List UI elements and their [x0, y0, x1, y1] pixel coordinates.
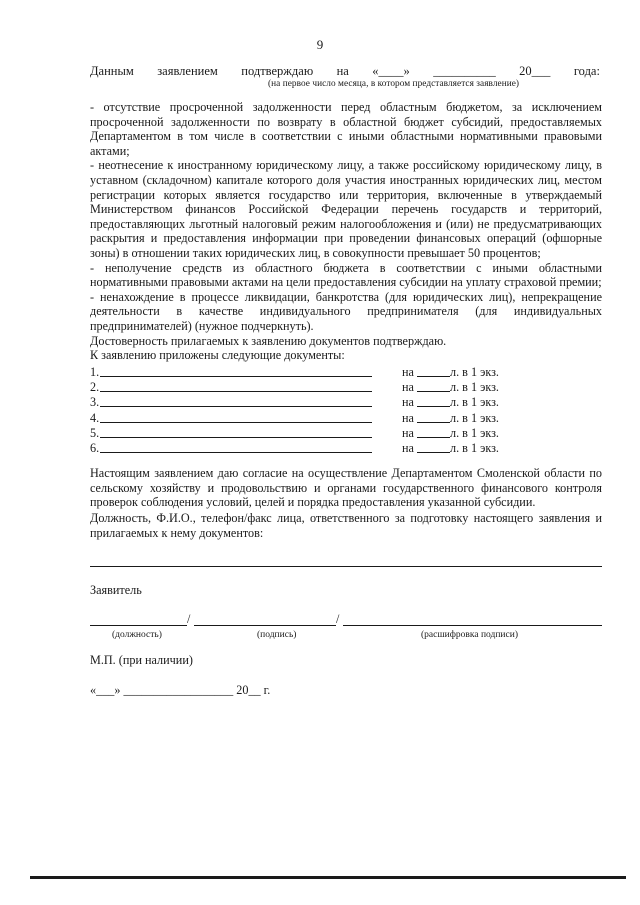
separator-slash: /	[187, 612, 191, 626]
bullet-no-other-funds: - неполучение средств из областного бюджета в соответствии с иными областными нормативными правовыми актами на цели предоставления субсидии на уплату страховой премии;	[90, 260, 602, 290]
responsible-person-label: Должность, Ф.И.О., телефон/факс лица, ответственного за подготовку настоящего заявления и прилагаемых к нему документов:	[90, 511, 602, 540]
sheets-copies-label: л. в 1 экз.	[449, 380, 499, 395]
reliability-statement: Достоверность прилагаемых к заявлению документов подтверждаю.	[90, 333, 447, 348]
on-label: на	[402, 440, 414, 455]
day-blank: «____»	[372, 64, 410, 78]
date-hint: (на первое число месяца, в котором представляется заявление)	[268, 79, 520, 89]
confirm-word: Данным	[90, 64, 134, 78]
attachments-list	[90, 365, 610, 456]
sheets-copies-label: л. в 1 экз.	[449, 395, 499, 410]
attachment-row	[90, 411, 610, 426]
page-bottom-rule	[30, 876, 626, 879]
on-label: на	[402, 425, 414, 440]
on-label: на	[402, 380, 414, 395]
bullet-no-debt: - отсутствие просроченной задолженности перед областным бюджетом, за исключением просроченной задолженности по возврату в областной бюджет субсидий, предоставляемых Департаментом в том числе в соответствии с иными областными нормативными правовыми актами;	[90, 100, 602, 158]
attachment-field[interactable]	[100, 452, 372, 453]
attachment-field[interactable]	[100, 376, 372, 377]
year-blank: 20___	[519, 64, 551, 78]
attachment-row	[90, 426, 610, 441]
bullet-not-foreign: - неотнесение к иностранному юридическому лицу, а также российскому юридическому лицу, в уставном (складочном) капитале которого доля участия иностранных юридических лиц, местом регистрации которых является государство или территория, включенные в утверждаемый Министерством финансов Российской Федерации перечень государств и территорий, предоставляющих льготный налоговый режим налогообложения и (или) не предусматривающих раскрытия и предоставления информации при проведении финансовых операций (офшорные зоны) в отношении таких юридических лиц, в совокупности превышает 50 процентов;	[90, 158, 602, 260]
sheets-field[interactable]	[417, 426, 450, 438]
attachment-field[interactable]	[100, 406, 372, 407]
attachment-row	[90, 441, 610, 456]
bullet-list	[90, 100, 602, 363]
bullet-not-liquidation: - ненахождение в процессе ликвидации, банкротства (для юридических лиц), непрекращение деятельности в качестве индивидуального предпринимателя (для индивидуальных предпринимателей) (нужное подчеркнуть).	[90, 289, 602, 333]
confirm-word: года:	[573, 64, 600, 78]
position-field[interactable]	[90, 625, 187, 626]
sheets-field[interactable]	[417, 411, 450, 423]
sheets-field[interactable]	[417, 395, 450, 407]
seal-label: М.П. (при наличии)	[90, 653, 193, 667]
on-label: на	[402, 365, 414, 379]
signature-label: (подпись)	[257, 630, 297, 640]
attachments-intro: К заявлению приложены следующие документы:	[90, 348, 345, 363]
applicant-label: Заявитель	[90, 583, 142, 597]
confirm-word: на	[336, 64, 349, 78]
sheets-copies-label: л. в 1 экз.	[449, 440, 499, 455]
attachment-number: 2.	[90, 380, 100, 395]
attachment-number: 3.	[90, 395, 100, 410]
sheets-field[interactable]	[417, 365, 450, 377]
separator-slash: /	[336, 612, 340, 626]
attachment-number: 5.	[90, 425, 100, 440]
decoding-field[interactable]	[343, 625, 602, 626]
decoding-label: (расшифровка подписи)	[421, 630, 518, 640]
on-label: на	[402, 410, 414, 425]
sheets-field[interactable]	[417, 441, 450, 453]
responsible-person-field[interactable]	[90, 566, 602, 567]
attachment-field[interactable]	[100, 437, 372, 438]
confirm-word: заявлением	[157, 64, 218, 78]
attachment-number: 4.	[90, 410, 100, 425]
position-label: (должность)	[112, 630, 162, 640]
sheets-field[interactable]	[417, 380, 450, 392]
attachment-number: 1.	[90, 365, 100, 379]
attachment-field[interactable]	[100, 391, 372, 392]
attachment-row	[90, 365, 610, 380]
confirm-word: подтверждаю	[241, 64, 314, 78]
consent-statement: Настоящим заявлением даю согласие на осуществление Департаментом Смоленской области по сельскому хозяйству и продовольствию и органами государственного финансового контроля проверок соблюдения условий, целей и порядка предоставления указанной субсидии.	[90, 466, 602, 510]
attachment-row	[90, 380, 610, 395]
sheets-copies-label: л. в 1 экз.	[449, 365, 499, 379]
month-blank: __________	[433, 64, 496, 78]
signature-field[interactable]	[194, 625, 336, 626]
on-label: на	[402, 395, 414, 410]
attachment-row	[90, 395, 610, 410]
page-number: 9	[316, 37, 324, 52]
sheets-copies-label: л. в 1 экз.	[449, 410, 499, 425]
sheets-copies-label: л. в 1 экз.	[449, 425, 499, 440]
date-line: «___» __________________ 20__ г.	[90, 683, 271, 697]
attachment-field[interactable]	[100, 422, 372, 423]
attachment-number: 6.	[90, 440, 100, 455]
